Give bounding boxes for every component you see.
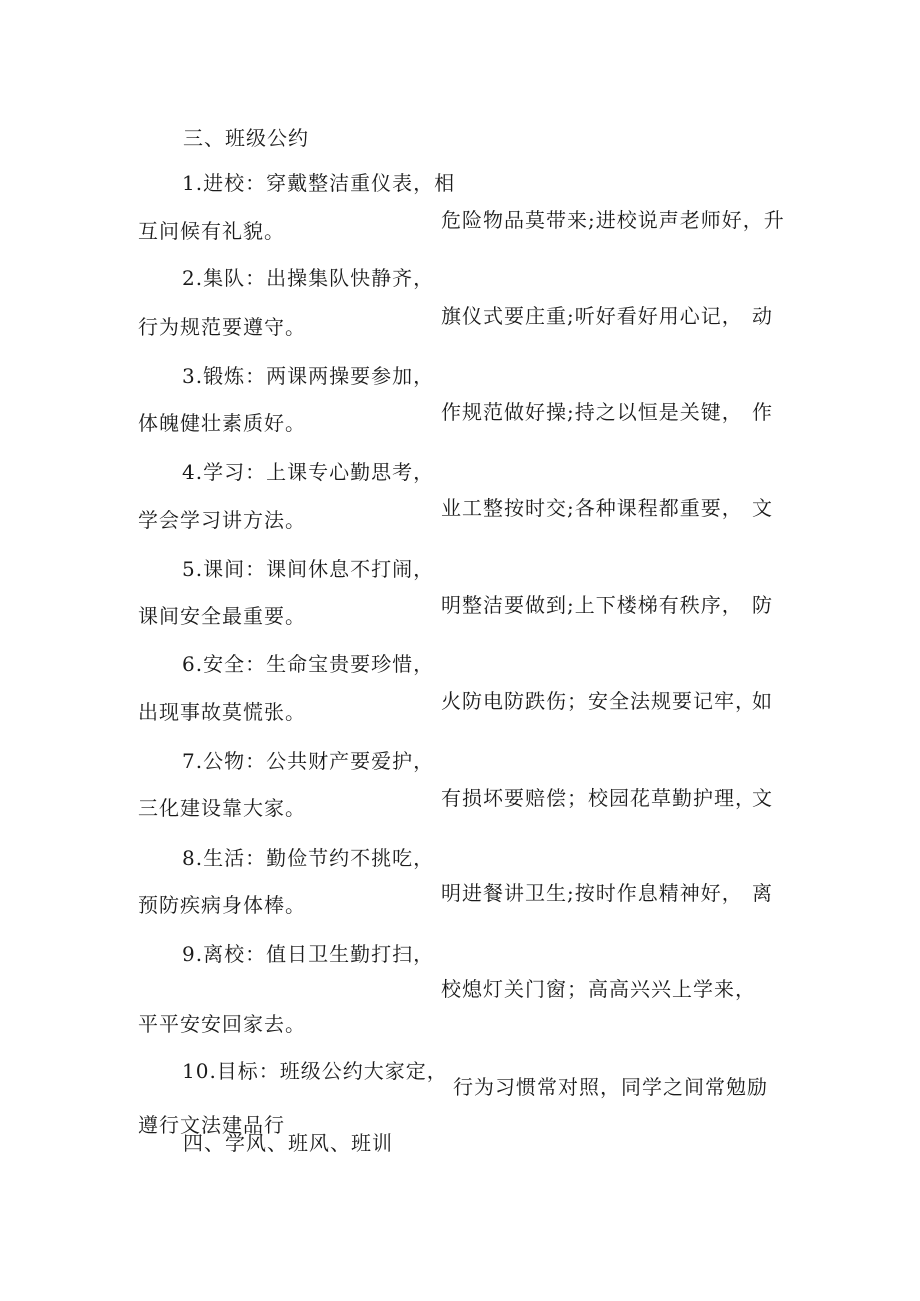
item-1-right-text: 危险物品莫带来;进校说声老师好，升 [441,208,785,232]
item-2-right-text: 旗仪式要庄重;听好看好用心记， [441,304,743,328]
item-7-line-1: 7.公物：公共财产要爱护， [182,749,435,773]
item-5-line-2: 课间安全最重要。 [138,604,306,628]
item-3-line-1: 3.锻炼：两课两操要参加， [182,364,435,388]
item-8-right-tail: 离 [752,881,772,905]
item-3-right-tail: 作 [752,400,772,424]
item-8-line-2: 预防疾病身体棒。 [138,893,306,917]
item-1-line-2: 互问候有礼貌。 [138,219,285,243]
item-1-line-1: 1.进校：穿戴整洁重仪表，相 [182,171,456,195]
item-4-line-1: 4.学习：上课专心勤思考， [182,460,435,484]
item-3-line-2: 体魄健壮素质好。 [138,411,306,435]
item-2-line-2: 行为规范要遵守。 [138,315,306,339]
item-7-right-tail: 文 [752,786,772,810]
item-3-right-text: 作规范做好操;持之以恒是关键， [441,400,743,424]
item-4-right-tail: 文 [752,496,772,520]
item-5-right-tail: 防 [752,593,772,617]
section-4-heading: 四、学风、班风、班训 [183,1131,393,1155]
item-2-right-tail: 动 [752,304,772,328]
item-6-right-tail: 如 [752,689,772,713]
item-6-line-2: 出现事故莫慌张。 [138,700,306,724]
section-3-heading: 三、班级公约 [183,126,309,150]
item-10-line-2: 遵行文法建品行 [138,1113,285,1137]
item-10-right-clipped [453,1075,773,1099]
item-8-right-text: 明进餐讲卫生;按时作息精神好， [441,881,743,905]
item-9-line-1: 9.离校：值日卫生勤打扫， [182,942,435,966]
item-10-right-text: 行为习惯常对照，同学之间常勉励 [453,1075,768,1099]
item-5-right-text: 明整洁要做到;上下楼梯有秩序， [441,593,743,617]
item-5-line-1: 5.课间：课间休息不打闹， [182,557,435,581]
item-9-right-text: 校熄灯关门窗；高高兴兴上学来， [441,977,756,1001]
item-4-right-text: 业工整按时交;各种课程都重要， [441,496,743,520]
item-8-line-1: 8.生活：勤俭节约不挑吃， [182,846,435,870]
item-10-line-2-clipped [138,1113,308,1137]
item-4-line-2: 学会学习讲方法。 [138,508,306,532]
item-6-line-1: 6.安全：生命宝贵要珍惜， [182,652,435,676]
item-6-right-text: 火防电防跌伤；安全法规要记牢， [441,689,756,713]
item-2-line-1: 2.集队：出操集队快静齐， [182,266,435,290]
item-7-line-2: 三化建设靠大家。 [138,796,306,820]
item-9-line-2: 平平安安回家去。 [138,1012,306,1036]
item-7-right-text: 有损坏要赔偿；校园花草勤护理， [441,786,756,810]
item-10-line-1: 10.目标：班级公约大家定， [182,1059,448,1083]
